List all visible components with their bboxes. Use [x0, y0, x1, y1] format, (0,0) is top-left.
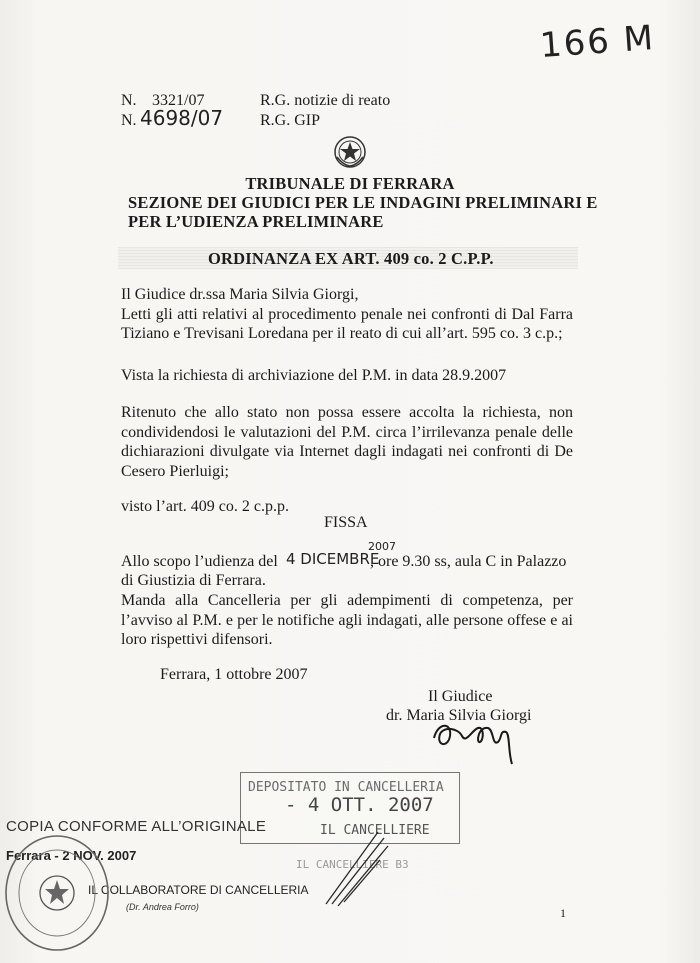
judge-signature-icon [428, 712, 528, 768]
document-title: ORDINANZA EX ART. 409 co. 2 C.P.P. [208, 249, 494, 268]
proceedings-line-2: Tiziano e Trevisani Loredana per il reato di cui all’art. 595 co. 3 c.p.; [121, 325, 563, 342]
register-number-2-label: N. [121, 112, 137, 129]
hearing-date-handwritten: 4 DICEMBRE [286, 550, 380, 568]
court-heading-3: PER L’UDIENZA PRELIMINARE [128, 212, 384, 231]
reasons-line-1: Ritenuto che allo stato non possa essere accolta la richiesta, non [121, 404, 573, 421]
deposit-stamp-line-1: DEPOSITATO IN CANCELLERIA [248, 780, 444, 795]
certified-copy-city-date: Ferrara - 2 NOV. 2007 [6, 848, 137, 863]
register-number-1: 3321/07 [152, 92, 205, 109]
hearing-line-prefix: Allo scopo l’udienza del [121, 553, 278, 570]
faded-clerk-stamp: IL CANCELLIERE B3 [296, 858, 409, 871]
clerk-collaborator-name: (Dr. Andrea Forro) [126, 902, 199, 912]
certified-copy-stamp: COPIA CONFORME ALL’ORIGINALE [6, 818, 267, 835]
place-date: Ferrara, 1 ottobre 2007 [160, 666, 308, 683]
clerk-collaborator: IL COLLABORATORE DI CANCELLERIA [88, 883, 309, 897]
fissa-heading: FISSA [324, 514, 368, 531]
article-line: visto l’art. 409 co. 2 c.p.p. [121, 498, 289, 515]
paragraph-reasons [121, 403, 573, 481]
republic-emblem-icon [333, 135, 367, 169]
clerk-signature-icon [318, 812, 398, 912]
signature-name: dr. Maria Silvia Giorgi [386, 707, 532, 724]
corner-note: 166 M [538, 18, 657, 66]
court-seal-icon [2, 832, 112, 954]
request-line: Vista la richiesta di archiviazione del P.M. in data 28.9.2007 [121, 367, 507, 384]
judge-line: Il Giudice dr.ssa Maria Silvia Giorgi, [121, 286, 359, 303]
court-heading-2: SEZIONE DEI GIUDICI PER LE INDAGINI PRELIMINARI E [128, 193, 598, 212]
paragraph-request [121, 366, 573, 386]
reasons-line-3: dichiarazioni divulgate via Internet dagli indagati nei confronti di De [121, 443, 573, 460]
reasons-line-2: condividendosi le valutazioni del P.M. circa l’irrilevanza penale delle [121, 423, 573, 441]
instructions-line-3: loro rispettivi difensori. [121, 631, 273, 648]
register-number-2: 4698/07 [140, 106, 224, 130]
instructions-line-1: Manda alla Cancelleria per gli adempimenti di competenza, per [121, 592, 573, 609]
deposit-stamp-clerk: IL CANCELLIERE [320, 823, 430, 838]
register-number-1-label: N. [121, 92, 137, 109]
instructions-line-2: l’avviso al P.M. e per le notifiche agli indagati, alle persone offese e ai [121, 611, 573, 629]
register-type-2: R.G. GIP [260, 112, 321, 129]
paragraph-judge [121, 285, 573, 344]
page-number: 1 [560, 906, 566, 920]
reasons-line-4: Cesero Pierluigi; [121, 462, 229, 480]
deposit-stamp-date: - 4 OTT. 2007 [285, 794, 434, 816]
hearing-year-handwritten: 2007 [368, 540, 396, 553]
paragraph-instructions [121, 591, 573, 650]
proceedings-line-1: Letti gli atti relativi al procedimento penale nei confronti di Dal Farra [121, 305, 573, 323]
hearing-line-suffix: , ore 9.30 ss, aula C in Palazzo [370, 553, 567, 570]
register-type-1: R.G. notizie di reato [260, 92, 391, 109]
signature-role: Il Giudice [428, 688, 493, 705]
hearing-line-2: di Giustizia di Ferrara. [121, 572, 266, 589]
court-heading-1: TRIBUNALE DI FERRARA [245, 174, 455, 193]
